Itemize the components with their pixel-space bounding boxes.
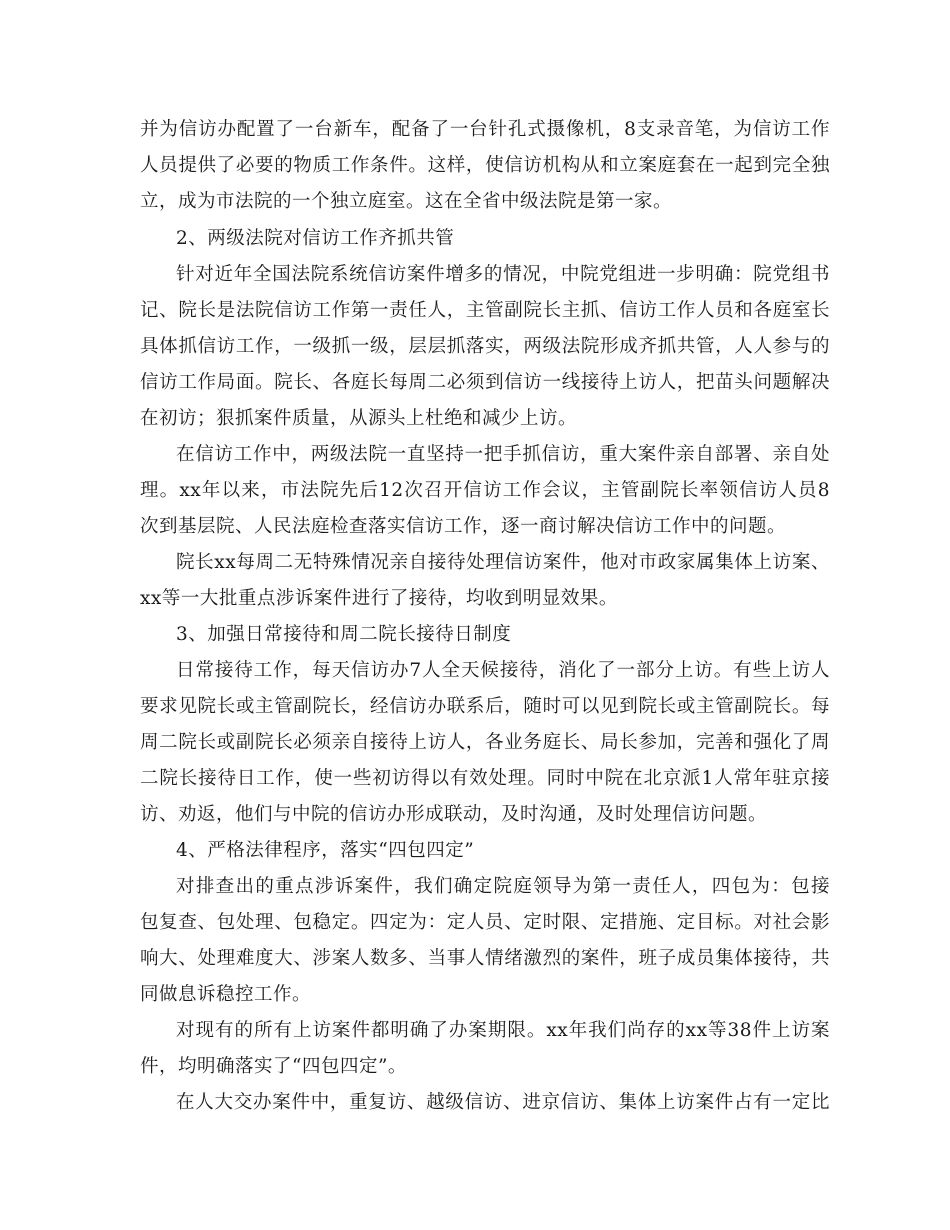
text-line: 在人大交办案件中，重复访、越级信访、进京信访、集体上访案件占有一定比: [176, 1092, 830, 1113]
text-line: 件，均明确落实了“四包四定”。: [140, 1056, 407, 1077]
text-line: 对排查出的重点涉诉案件，我们确定院庭领导为第一责任人，四包为：包接: [176, 876, 830, 897]
text-line: xx等一大批重点涉诉案件进行了接待，均收到明显效果。: [140, 588, 618, 609]
section-heading: 3、加强日常接待和周二院长接待日制度: [176, 624, 512, 645]
text-line: 人员提供了必要的物质工作条件。这样，使信访机构从和立案庭套在一起到完全独: [140, 155, 830, 176]
text-line: 周二院长或副院长必须亲自接待上访人，各业务庭长、局长参加，完善和强化了周: [140, 732, 830, 753]
text-line: 次到基层院、人民法庭检查落实信访工作，逐一商讨解决信访工作中的问题。: [140, 516, 787, 537]
text-line: 访、劝返，他们与中院的信访办形成联动，及时沟通，及时处理信访问题。: [140, 804, 768, 825]
text-line: 并为信访办配置了一台新车，配备了一台针孔式摄像机，8支录音笔，为信访工作: [140, 119, 830, 140]
text-line: 理。xx年以来，市法院先后12次召开信访工作会议，主管副院长率领信访人员8: [140, 480, 830, 501]
text-line: 响大、处理难度大、涉案人数多、当事人情绪激烈的案件，班子成员集体接待，共: [140, 948, 830, 969]
text-line: 包复查、包处理、包稳定。四定为：定人员、定时限、定措施、定目标。对社会影: [140, 912, 830, 933]
text-line: 针对近年全国法院系统信访案件增多的情况，中院党组进一步明确：院党组书: [176, 264, 830, 285]
text-line: 具体抓信访工作，一级抓一级，层层抓落实，两级法院形成齐抓共管，人人参与的: [140, 336, 830, 357]
section-heading: 4、严格法律程序，落实“四包四定”: [176, 840, 475, 861]
text-line: 在信访工作中，两级法院一直坚持一把手抓信访，重大案件亲自部署、亲自处: [176, 444, 830, 465]
text-line: 同做息诉稳控工作。: [140, 984, 312, 1005]
text-line: 日常接待工作，每天信访办7人全天候接待，消化了一部分上访。有些上访人: [176, 660, 830, 681]
text-line: 信访工作局面。院长、各庭长每周二必须到信访一线接待上访人，把苗头问题解决: [140, 372, 830, 393]
text-line: 立，成为市法院的一个独立庭室。这在全省中级法院是第一家。: [140, 191, 673, 212]
text-line: 对现有的所有上访案件都明确了办案期限。xx年我们尚存的xx等38件上访案: [176, 1020, 830, 1041]
section-heading: 2、两级法院对信访工作齐抓共管: [176, 228, 455, 249]
text-line: 二院长接待日工作，使一些初访得以有效处理。同时中院在北京派1人常年驻京接: [140, 768, 830, 789]
text-line: 要求见院长或主管副院长，经信访办联系后，随时可以见到院长或主管副院长。每: [140, 696, 830, 717]
text-line: 记、院长是法院信访工作第一责任人，主管副院长主抓、信访工作人员和各庭室长: [140, 300, 830, 321]
text-line: 在初访；狠抓案件质量，从源头上杜绝和减少上访。: [140, 408, 578, 429]
text-line: 院长xx每周二无特殊情况亲自接待处理信访案件，他对市政家属集体上访案、: [176, 552, 830, 573]
